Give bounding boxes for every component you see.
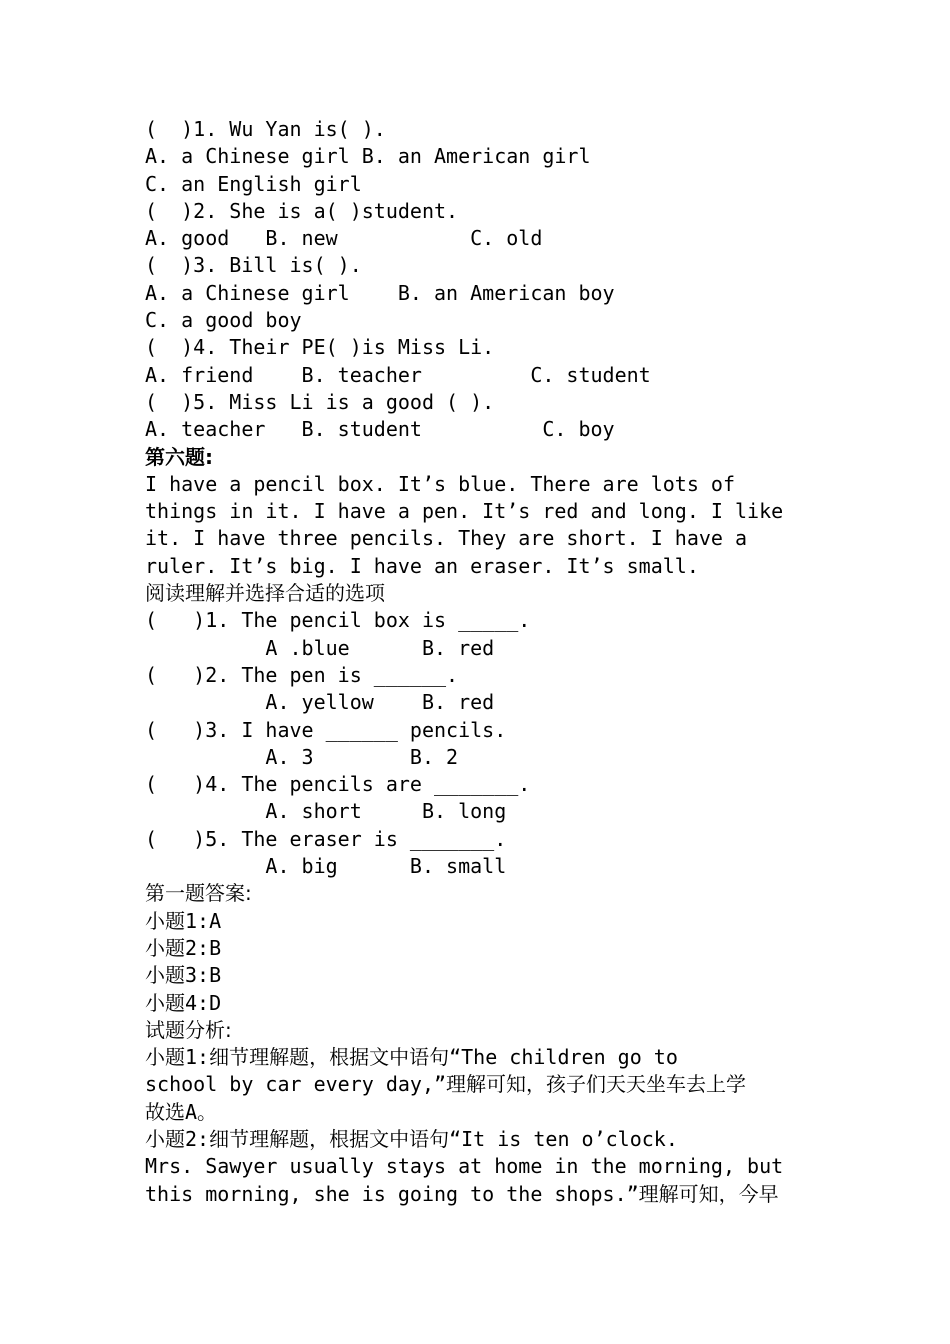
analysis-line: 故选A。 [145, 1099, 218, 1124]
analysis-line: Mrs. Sawyer usually stays at home in the morning, but [145, 1154, 784, 1179]
part5-question-4: ( )4. Their PE( )is Miss Li. [145, 335, 495, 360]
answer-item: 小题3:B [145, 963, 222, 988]
part6-instruction: 阅读理解并选择合适的选项 [145, 581, 385, 606]
part5-q4-options: A. friend B. teacher C. student [145, 362, 651, 387]
analysis-line: this morning, she is going to the shops.”理解可知，今早 [145, 1181, 779, 1206]
document-page [145, 116, 825, 1208]
part5-question-3: ( )3. Bill is( ). [145, 253, 362, 278]
part6-q4-options: A. short B. long [145, 799, 507, 824]
part5-q3-options-a: A. a Chinese girl B. an American boy [145, 280, 615, 305]
part6-question-2: ( )2. The pen is ______. [145, 662, 459, 687]
part5-question-5: ( )5. Miss Li is a good ( ). [145, 389, 495, 414]
analysis-line: 小题2:细节理解题，根据文中语句“It is ten o’clock. [145, 1126, 678, 1151]
answer-item: 小题1:A [145, 908, 222, 933]
part6-question-5: ( )5. The eraser is _______. [145, 826, 507, 851]
part5-q1-options-a: A. a Chinese girl B. an American girl [145, 144, 591, 169]
part6-question-4: ( )4. The pencils are _______. [145, 772, 531, 797]
analysis-line: 小题1:细节理解题，根据文中语句“The children go to [145, 1045, 678, 1070]
part6-question-3: ( )3. I have ______ pencils. [145, 717, 507, 742]
passage-line: ruler. It’s big. I have an eraser. It’s small. [145, 553, 699, 578]
part6-heading: 第六题: [145, 444, 213, 469]
part5-q3-options-b: C. a good boy [145, 308, 302, 333]
part5-q1-options-b: C. an English girl [145, 171, 362, 196]
analysis-heading: 试题分析: [145, 1017, 232, 1042]
answers-heading: 第一题答案: [145, 881, 252, 906]
part6-q2-options: A. yellow B. red [145, 690, 495, 715]
part5-question-2: ( )2. She is a( )student. [145, 198, 459, 223]
analysis-line: school by car every day,”理解可知，孩子们天天坐车去上学 [145, 1072, 747, 1097]
part5-question-1: ( )1. Wu Yan is( ). [145, 117, 386, 141]
passage-line: it. I have three pencils. They are short. I have a [145, 526, 748, 551]
passage-line: things in it. I have a pen. It’s red and long. I like [145, 499, 784, 524]
part5-q5-options: A. teacher B. student C. boy [145, 417, 615, 442]
part6-question-1: ( )1. The pencil box is _____. [145, 608, 531, 633]
answer-item: 小题2:B [145, 935, 222, 960]
part5-q2-options: A. good B. new C. old [145, 226, 543, 251]
part6-q1-options: A .blue B. red [145, 635, 495, 660]
passage-line: I have a pencil box. It’s blue. There are lots of [145, 471, 736, 496]
part6-q5-options: A. big B. small [145, 854, 507, 879]
answer-item: 小题4:D [145, 990, 222, 1015]
part6-q3-options: A. 3 B. 2 [145, 744, 459, 769]
